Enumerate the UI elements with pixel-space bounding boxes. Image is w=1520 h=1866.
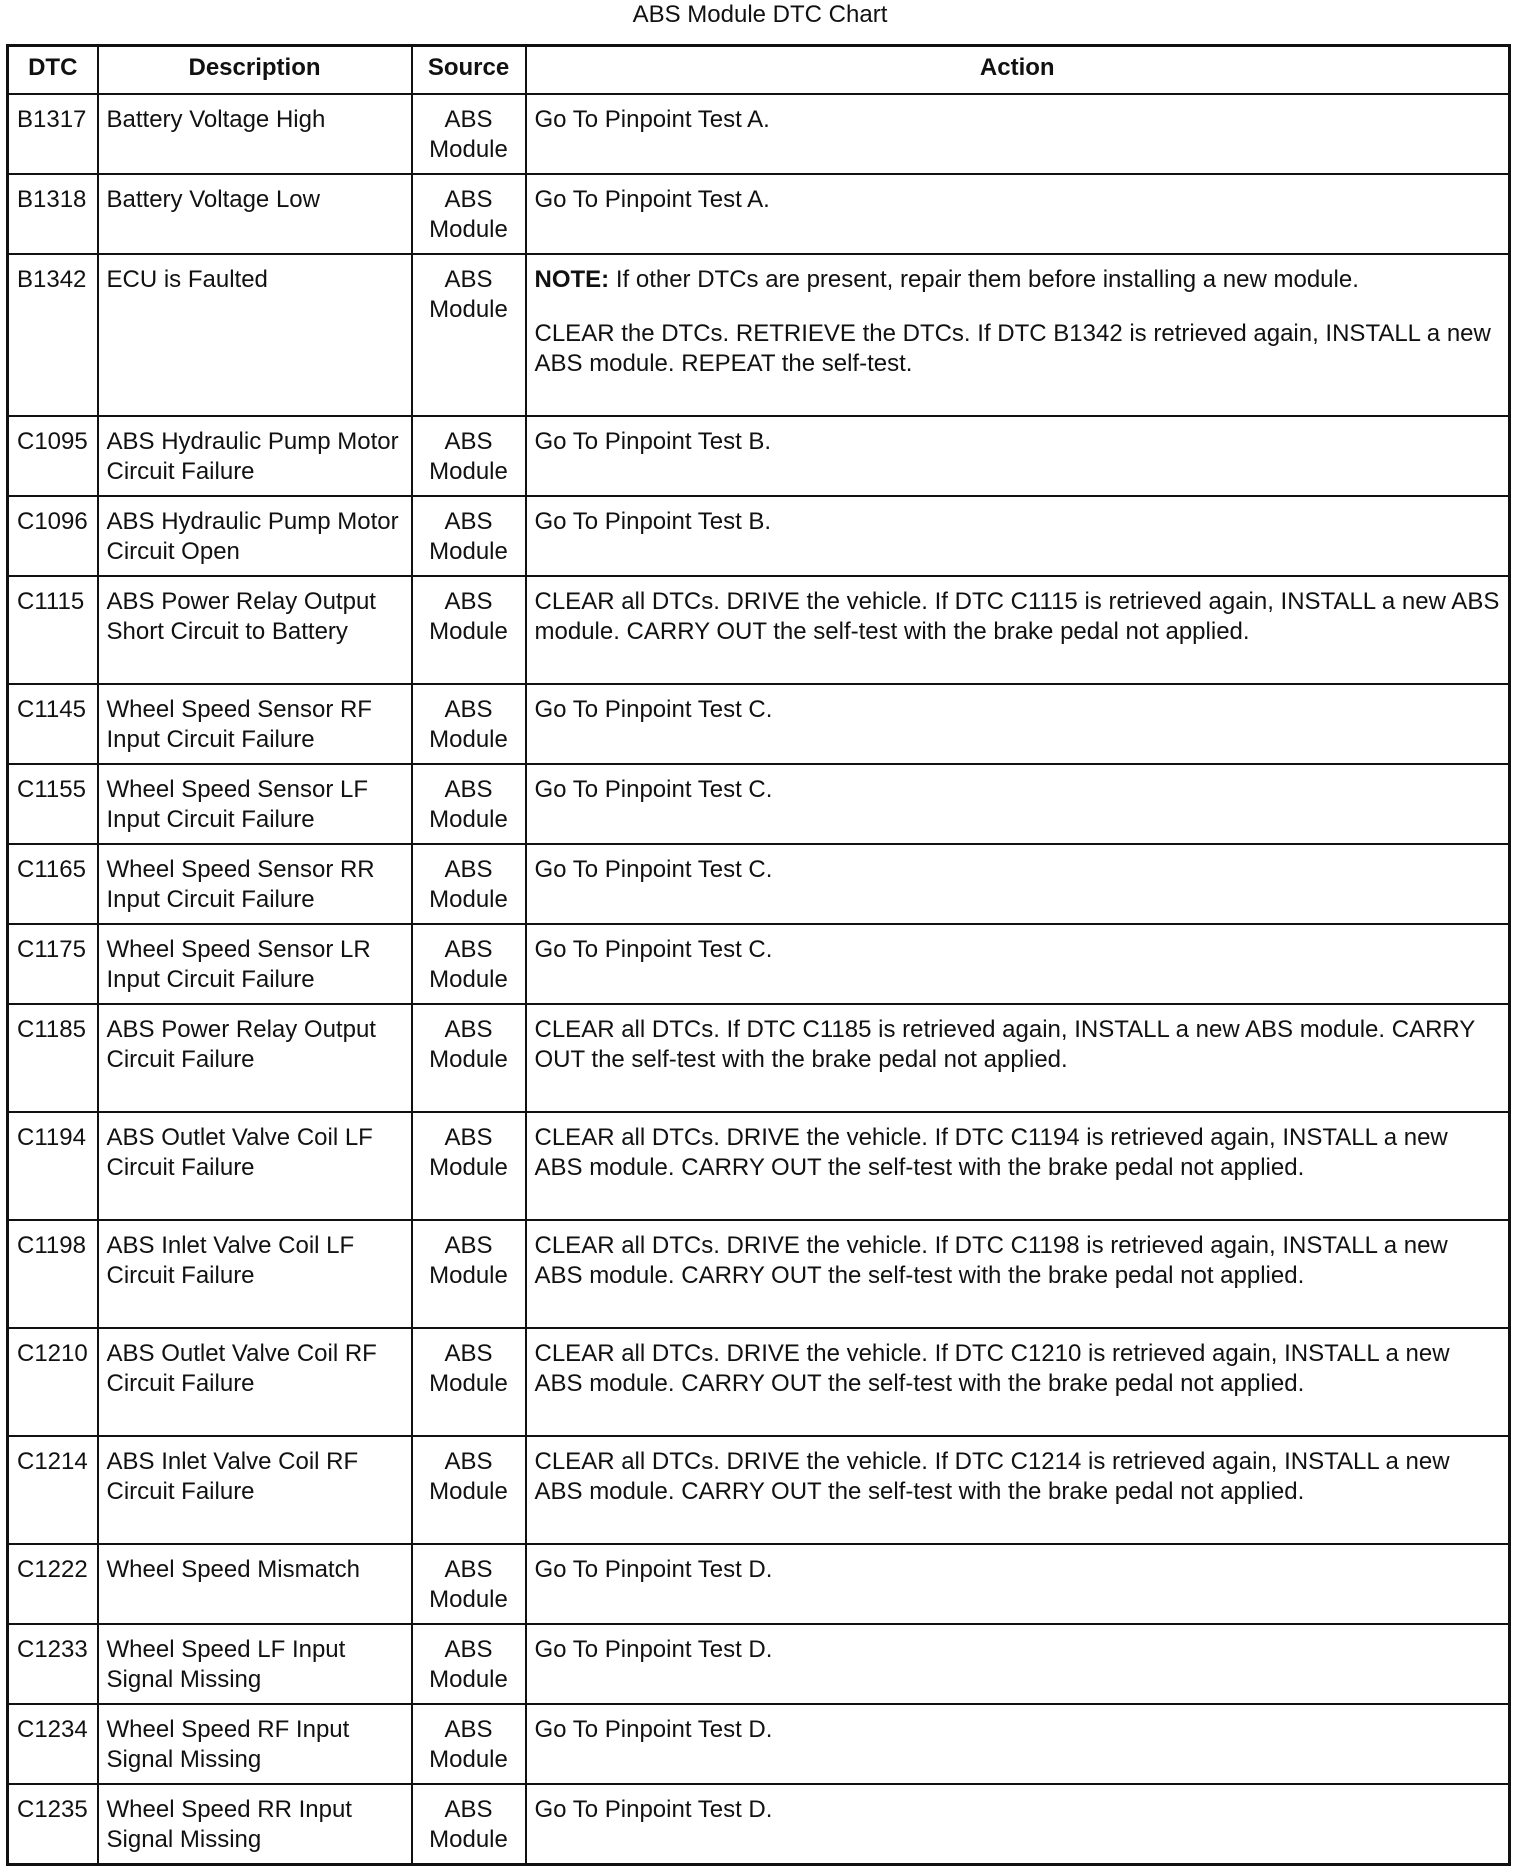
table-row	[8, 924, 1510, 1004]
dtc-code: C1155	[8, 764, 98, 844]
page-title: ABS Module DTC Chart	[632, 1, 888, 28]
header-description: Description	[98, 46, 412, 95]
dtc-action: Go To Pinpoint Test D.	[526, 1624, 1510, 1704]
dtc-action: CLEAR the DTCs. RETRIEVE the DTCs. If DTC B1342 is retrieved again, INSTALL a new ABS module. REPEAT the self-test.	[534, 320, 1491, 377]
dtc-source: ABS Module	[412, 94, 526, 174]
table-row	[8, 1624, 1510, 1704]
dtc-action: CLEAR all DTCs. DRIVE the vehicle. If DTC C1210 is retrieved again, INSTALL a new ABS module. CARRY OUT the self-test with the brake pedal not applied.	[526, 1328, 1510, 1436]
note-label: NOTE:	[534, 266, 610, 293]
dtc-action: CLEAR all DTCs. DRIVE the vehicle. If DTC C1214 is retrieved again, INSTALL a new ABS module. CARRY OUT the self-test with the brake pedal not applied.	[526, 1436, 1510, 1544]
dtc-description: ABS Inlet Valve Coil LF Circuit Failure	[98, 1220, 412, 1328]
table-row	[8, 1704, 1510, 1784]
dtc-description: Wheel Speed Sensor LR Input Circuit Failure	[98, 924, 412, 1004]
dtc-description: Battery Voltage High	[98, 94, 412, 174]
table-row	[8, 1004, 1510, 1112]
dtc-code: C1165	[8, 844, 98, 924]
table-row	[8, 1784, 1510, 1865]
dtc-source: ABS Module	[412, 1704, 526, 1784]
dtc-action: CLEAR all DTCs. DRIVE the vehicle. If DTC C1194 is retrieved again, INSTALL a new ABS module. CARRY OUT the self-test with the brake pedal not applied.	[526, 1112, 1510, 1220]
dtc-source: ABS Module	[412, 1328, 526, 1436]
dtc-code: C1214	[8, 1436, 98, 1544]
dtc-code: B1318	[8, 174, 98, 254]
table-row	[8, 174, 1510, 254]
table-row	[8, 764, 1510, 844]
header-dtc: DTC	[8, 46, 98, 95]
dtc-code: C1095	[8, 416, 98, 496]
dtc-code: C1235	[8, 1784, 98, 1865]
dtc-description: ABS Hydraulic Pump Motor Circuit Open	[98, 496, 412, 576]
dtc-code: C1194	[8, 1112, 98, 1220]
dtc-chart-table	[6, 44, 1511, 1866]
dtc-code: B1317	[8, 94, 98, 174]
dtc-source: ABS Module	[412, 1784, 526, 1865]
table-row	[8, 94, 1510, 174]
table-row	[8, 254, 1510, 416]
dtc-code: C1210	[8, 1328, 98, 1436]
dtc-description: ABS Power Relay Output Circuit Failure	[98, 1004, 412, 1112]
note-text: If other DTCs are present, repair them before installing a new module.	[609, 266, 1359, 293]
dtc-action: Go To Pinpoint Test B.	[526, 496, 1510, 576]
table-row	[8, 1112, 1510, 1220]
dtc-source: ABS Module	[412, 1004, 526, 1112]
table-row	[8, 684, 1510, 764]
dtc-description: ABS Inlet Valve Coil RF Circuit Failure	[98, 1436, 412, 1544]
dtc-action: Go To Pinpoint Test A.	[526, 94, 1510, 174]
dtc-description: Wheel Speed Sensor RR Input Circuit Failure	[98, 844, 412, 924]
table-header-row	[8, 46, 1510, 95]
dtc-description: ECU is Faulted	[98, 254, 412, 416]
dtc-description: Wheel Speed RF Input Signal Missing	[98, 1704, 412, 1784]
table-row	[8, 844, 1510, 924]
header-action: Action	[526, 46, 1510, 95]
dtc-description: ABS Outlet Valve Coil LF Circuit Failure	[98, 1112, 412, 1220]
table-row	[8, 1220, 1510, 1328]
dtc-code: C1234	[8, 1704, 98, 1784]
dtc-source: ABS Module	[412, 844, 526, 924]
dtc-code: B1342	[8, 254, 98, 416]
note-paragraph	[535, 265, 1501, 295]
dtc-action: Go To Pinpoint Test D.	[526, 1544, 1510, 1624]
dtc-source: ABS Module	[412, 924, 526, 1004]
dtc-code: C1175	[8, 924, 98, 1004]
dtc-source: ABS Module	[412, 1220, 526, 1328]
dtc-description: Wheel Speed Sensor RF Input Circuit Failure	[98, 684, 412, 764]
dtc-action: Go To Pinpoint Test D.	[526, 1704, 1510, 1784]
dtc-action: Go To Pinpoint Test C.	[526, 764, 1510, 844]
dtc-code: C1145	[8, 684, 98, 764]
dtc-source: ABS Module	[412, 1544, 526, 1624]
dtc-action: Go To Pinpoint Test C.	[526, 684, 1510, 764]
dtc-source: ABS Module	[412, 1624, 526, 1704]
dtc-action-cell	[526, 254, 1510, 416]
dtc-description: Wheel Speed Mismatch	[98, 1544, 412, 1624]
dtc-description: Wheel Speed RR Input Signal Missing	[98, 1784, 412, 1865]
dtc-code: C1233	[8, 1624, 98, 1704]
dtc-action: CLEAR all DTCs. DRIVE the vehicle. If DTC C1198 is retrieved again, INSTALL a new ABS module. CARRY OUT the self-test with the brake pedal not applied.	[526, 1220, 1510, 1328]
dtc-code: C1222	[8, 1544, 98, 1624]
dtc-description: Battery Voltage Low	[98, 174, 412, 254]
table-row	[8, 416, 1510, 496]
dtc-action: Go To Pinpoint Test C.	[526, 844, 1510, 924]
table-row	[8, 1544, 1510, 1624]
dtc-action: CLEAR all DTCs. DRIVE the vehicle. If DTC C1115 is retrieved again, INSTALL a new ABS module. CARRY OUT the self-test with the brake pedal not applied.	[526, 576, 1510, 684]
dtc-source: ABS Module	[412, 496, 526, 576]
dtc-description: Wheel Speed Sensor LF Input Circuit Failure	[98, 764, 412, 844]
dtc-action: Go To Pinpoint Test B.	[526, 416, 1510, 496]
dtc-description: ABS Outlet Valve Coil RF Circuit Failure	[98, 1328, 412, 1436]
dtc-source: ABS Module	[412, 254, 526, 416]
dtc-description: ABS Hydraulic Pump Motor Circuit Failure	[98, 416, 412, 496]
table-row	[8, 496, 1510, 576]
dtc-source: ABS Module	[412, 174, 526, 254]
dtc-code: C1096	[8, 496, 98, 576]
dtc-source: ABS Module	[412, 576, 526, 684]
dtc-source: ABS Module	[412, 1112, 526, 1220]
dtc-source: ABS Module	[412, 764, 526, 844]
dtc-source: ABS Module	[412, 684, 526, 764]
dtc-action: Go To Pinpoint Test C.	[526, 924, 1510, 1004]
table-row	[8, 576, 1510, 684]
header-source: Source	[412, 46, 526, 95]
dtc-action: CLEAR all DTCs. If DTC C1185 is retrieved again, INSTALL a new ABS module. CARRY OUT the self-test with the brake pedal not applied.	[526, 1004, 1510, 1112]
dtc-description: Wheel Speed LF Input Signal Missing	[98, 1624, 412, 1704]
table-row	[8, 1436, 1510, 1544]
dtc-action: Go To Pinpoint Test D.	[526, 1784, 1510, 1865]
dtc-code: C1198	[8, 1220, 98, 1328]
dtc-source: ABS Module	[412, 416, 526, 496]
dtc-code: C1115	[8, 576, 98, 684]
dtc-action: Go To Pinpoint Test A.	[526, 174, 1510, 254]
dtc-description: ABS Power Relay Output Short Circuit to Battery	[98, 576, 412, 684]
table-row	[8, 1328, 1510, 1436]
dtc-source: ABS Module	[412, 1436, 526, 1544]
dtc-code: C1185	[8, 1004, 98, 1112]
